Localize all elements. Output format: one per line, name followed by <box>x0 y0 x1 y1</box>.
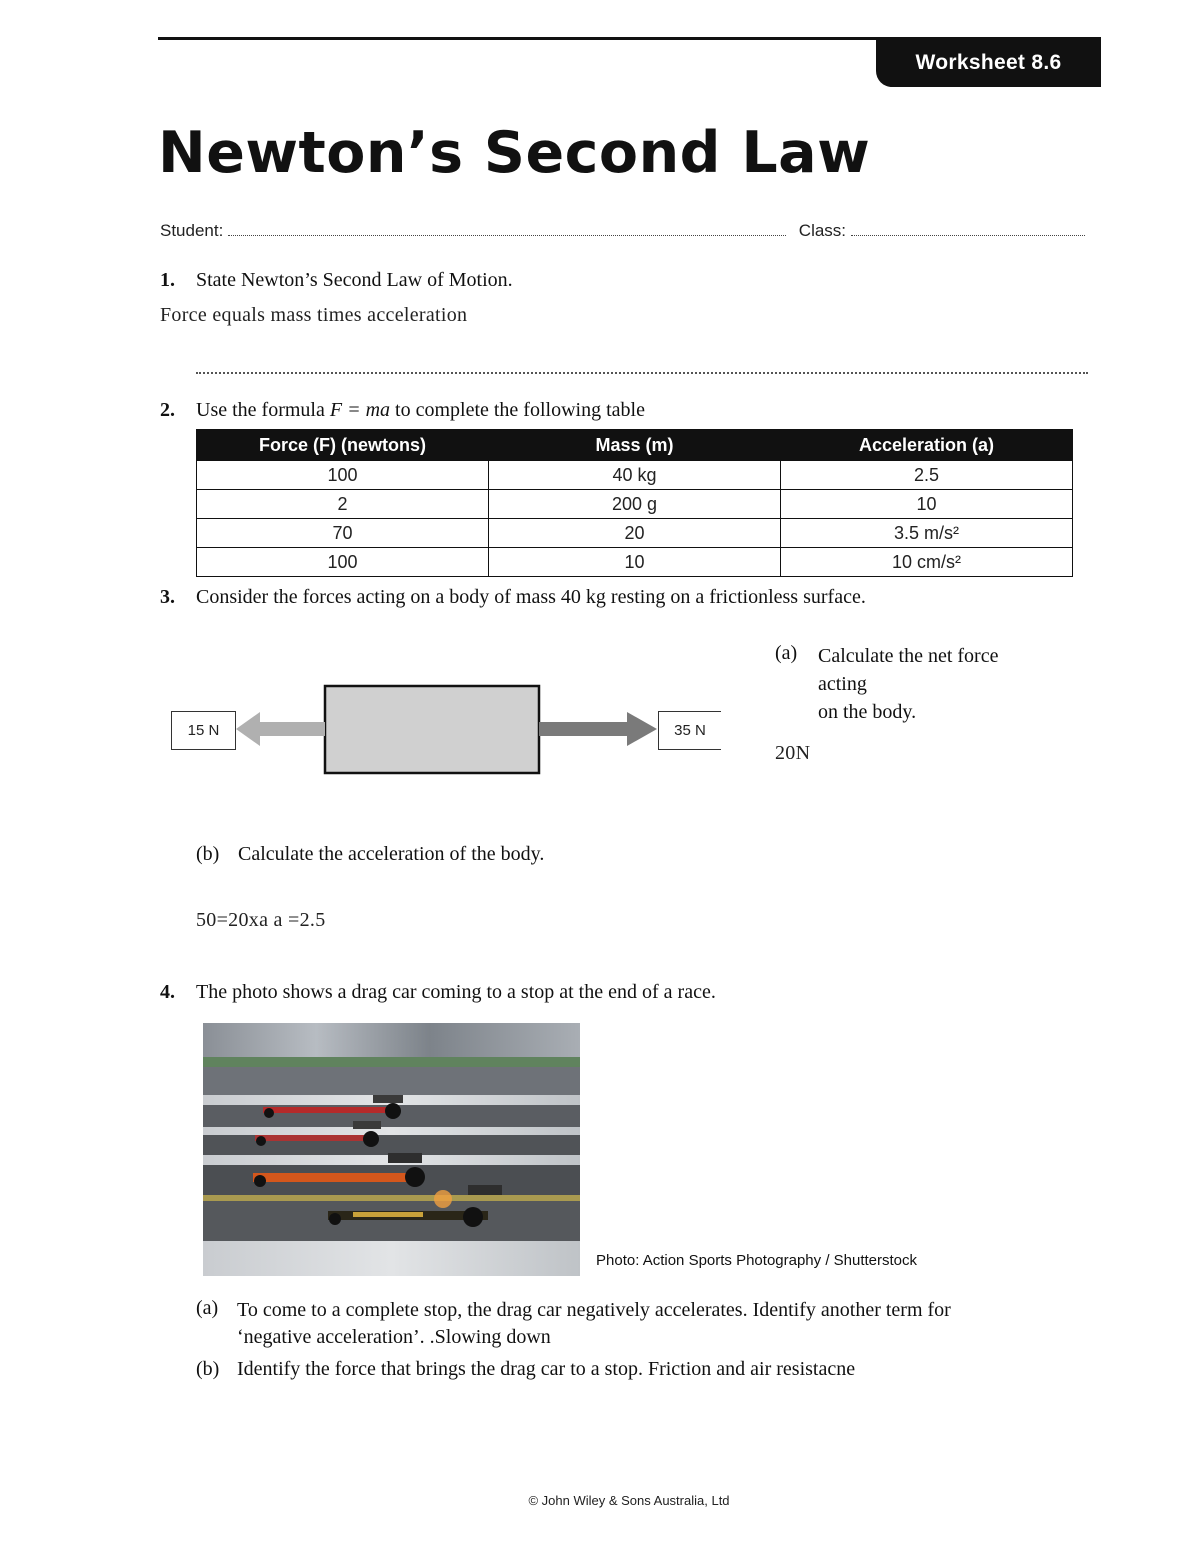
drag-race-photo <box>203 1023 580 1276</box>
page-title: Newton’s Second Law <box>158 120 871 186</box>
class-label: Class: <box>798 221 847 240</box>
answer-3b: 50=20xa a =2.5 <box>196 909 326 931</box>
question-text-line: To come to a complete stop, the drag car negatively accelerates. Identify another term for <box>237 1299 951 1321</box>
col-header-force: Force (F) (newtons) <box>197 430 489 461</box>
part-label: (a) <box>196 1297 219 1319</box>
force-mass-acceleration-table <box>196 429 1073 577</box>
left-force-arrow <box>236 712 325 746</box>
question-text-line: on the body. <box>818 701 917 723</box>
question-text: Calculate the acceleration of the body. <box>238 843 545 865</box>
table-cell: 2.5 <box>781 461 1073 490</box>
part-label: (b) <box>196 843 220 865</box>
table-cell: 100 <box>197 461 489 490</box>
copyright-footer: © John Wiley & Sons Australia, Ltd <box>528 1493 730 1508</box>
table-row <box>197 519 1073 548</box>
left-force-label: 15 N <box>171 711 236 750</box>
question-4b <box>196 1358 855 1381</box>
right-force-arrow <box>539 712 657 746</box>
table-header-row <box>197 430 1073 461</box>
part-label: (b) <box>196 1358 220 1380</box>
table-cell: 2 <box>197 490 489 519</box>
question-text: Consider the forces acting on a body of mass 40 kg resting on a frictionless surface. <box>196 586 866 608</box>
question-text-line: Calculate the net force <box>818 645 999 667</box>
student-class-line <box>160 221 1085 241</box>
worksheet-label: Worksheet 8.6 <box>915 50 1062 74</box>
question-4a-text <box>237 1297 951 1351</box>
table-cell: 20 <box>489 519 781 548</box>
col-header-acceleration: Acceleration (a) <box>781 430 1073 461</box>
table-cell: 70 <box>197 519 489 548</box>
question-text-line: ‘negative acceleration’. .Slowing down <box>237 1326 551 1348</box>
question-4a <box>196 1297 218 1320</box>
answer-dotted-line <box>196 372 1088 374</box>
question-4 <box>160 981 716 1004</box>
table-row <box>197 490 1073 519</box>
table-cell: 100 <box>197 548 489 577</box>
table-row <box>197 548 1073 577</box>
table-cell: 10 cm/s² <box>781 548 1073 577</box>
answer-1: Force equals mass times acceleration <box>160 304 468 326</box>
worksheet-tab <box>876 38 1101 87</box>
question-text-start: Use the formula <box>196 399 330 421</box>
question-text-line: acting <box>818 673 867 695</box>
force-diagram <box>160 670 740 790</box>
question-2 <box>160 399 645 422</box>
student-label: Student: <box>160 221 224 240</box>
question-text: The photo shows a drag car coming to a stop at the end of a race. <box>196 981 716 1003</box>
question-text: State Newton’s Second Law of Motion. <box>196 269 513 291</box>
question-number: 1. <box>160 269 175 291</box>
question-1 <box>160 269 513 292</box>
question-3a-text <box>818 642 998 726</box>
drag-race-illustration <box>203 1023 580 1276</box>
question-3b <box>196 843 544 866</box>
table-cell: 3.5 m/s² <box>781 519 1073 548</box>
question-3 <box>160 586 866 609</box>
student-field[interactable] <box>228 221 786 236</box>
question-text-end: to complete the following table <box>390 399 645 421</box>
question-3a <box>775 642 797 665</box>
class-field[interactable] <box>851 221 1085 236</box>
question-text: Identify the force that brings the drag car to a stop. Friction and air resistacne <box>237 1358 856 1380</box>
formula: F = ma <box>329 399 391 421</box>
table-row <box>197 461 1073 490</box>
table-cell: 10 <box>781 490 1073 519</box>
question-number: 3. <box>160 586 175 608</box>
part-label: (a) <box>775 642 798 664</box>
table-cell: 40 kg <box>489 461 781 490</box>
question-number: 4. <box>160 981 175 1003</box>
right-force-label: 35 N <box>658 711 721 750</box>
col-header-mass: Mass (m) <box>489 430 781 461</box>
question-number: 2. <box>160 399 175 421</box>
table-cell: 200 g <box>489 490 781 519</box>
photo-credit: Photo: Action Sports Photography / Shutterstock <box>596 1252 918 1269</box>
table-cell: 10 <box>489 548 781 577</box>
answer-3a: 20N <box>775 742 811 764</box>
body-block <box>325 686 539 773</box>
